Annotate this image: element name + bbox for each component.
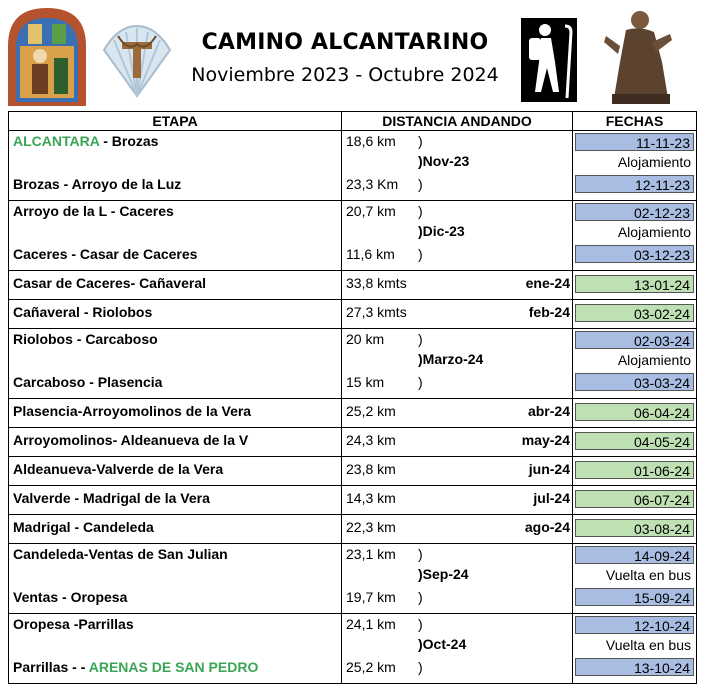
distance-value: 22,3 km — [346, 519, 396, 535]
month-label: ago-24 — [524, 519, 570, 535]
etapa-label: Caceres - Casar de Caceres — [13, 246, 198, 262]
date-cell: 02-03-24 — [575, 331, 694, 349]
statue-image — [596, 6, 682, 106]
date-cell: 13-01-24 — [575, 275, 694, 293]
distance-value: 24,3 km — [346, 432, 396, 448]
table-row — [9, 131, 697, 201]
brace-mark: ) — [418, 133, 423, 149]
table-row — [9, 515, 697, 544]
distance-value: 14,3 km — [346, 490, 396, 506]
distance-value: 11,6 km — [346, 246, 395, 262]
table-row — [9, 544, 697, 614]
etapa-label: Parrillas - - ARENAS DE SAN PEDRO — [13, 659, 259, 675]
table-row — [9, 201, 697, 271]
distance-value: 23,3 Km — [346, 176, 399, 192]
table-row — [9, 486, 697, 515]
etapa-label: Candeleda-Ventas de San Julian — [13, 546, 228, 562]
date-cell: 06-04-24 — [575, 403, 694, 421]
brace-mark: ) — [418, 203, 423, 219]
brace-mark: ) — [418, 659, 423, 675]
date-cell: 03-08-24 — [575, 519, 694, 537]
month-label: feb-24 — [528, 304, 570, 320]
etapa-label: Oropesa -Parrillas — [13, 616, 134, 632]
page-header — [0, 0, 702, 112]
brace-mark: ) — [418, 246, 423, 262]
etapa-label: Arroyo de la L - Caceres — [13, 203, 174, 219]
date-cell: 12-10-24 — [575, 616, 694, 634]
etapa-label: Arroyomolinos- Aldeanueva de la V — [13, 432, 249, 448]
month-label: abr-24 — [527, 403, 570, 419]
table-row — [9, 457, 697, 486]
distance-value: 24,1 km — [346, 616, 396, 632]
table-header-row — [9, 112, 697, 131]
date-cell: 02-12-23 — [575, 203, 694, 221]
date-cell: 12-11-23 — [575, 175, 694, 193]
stages-table — [8, 111, 697, 684]
month-label: may-24 — [521, 432, 570, 448]
distance-value: 20 km — [346, 331, 385, 347]
month-label: )Nov-23 — [418, 153, 470, 169]
note-label: Alojamiento — [617, 154, 691, 170]
distance-value: 20,7 km — [346, 203, 396, 219]
brace-mark: ) — [418, 546, 423, 562]
month-label: )Dic-23 — [418, 223, 465, 239]
month-label: )Sep-24 — [418, 566, 469, 582]
table-row — [9, 614, 697, 684]
header-etapa: ETAPA — [9, 112, 342, 131]
distance-value: 25,2 km — [346, 659, 396, 675]
distance-value: 27,3 kmts — [346, 304, 407, 320]
distance-value: 19,7 km — [346, 589, 396, 605]
etapa-label: Carcaboso - Plasencia — [13, 374, 163, 390]
brace-mark: ) — [418, 331, 423, 347]
hiker-icon — [521, 18, 577, 102]
stained-glass-image — [6, 6, 88, 108]
month-label: jun-24 — [528, 461, 570, 477]
table-row — [9, 300, 697, 329]
etapa-label: Ventas - Oropesa — [13, 589, 128, 605]
brace-mark: ) — [418, 589, 423, 605]
distance-value: 25,2 km — [346, 403, 396, 419]
distance-value: 23,8 km — [346, 461, 396, 477]
note-label: Alojamiento — [617, 224, 691, 240]
date-cell: 15-09-24 — [575, 588, 694, 606]
date-cell: 01-06-24 — [575, 461, 694, 479]
month-label: jul-24 — [533, 490, 570, 506]
etapa-label: Casar de Caceres- Cañaveral — [13, 275, 207, 291]
etapa-label: ALCANTARA - Brozas — [13, 133, 159, 149]
date-cell: 03-02-24 — [575, 304, 694, 322]
table-row — [9, 428, 697, 457]
month-label: )Marzo-24 — [418, 351, 484, 367]
etapa-label: Madrigal - Candeleda — [13, 519, 154, 535]
table-row — [9, 329, 697, 399]
etapa-label: Brozas - Arroyo de la Luz — [13, 176, 182, 192]
note-label: Alojamiento — [617, 352, 691, 368]
month-label: ene-24 — [525, 275, 570, 291]
distance-value: 15 km — [346, 374, 385, 390]
etapa-label: Plasencia-Arroyomolinos de la Vera — [13, 403, 252, 419]
note-label: Vuelta en bus — [605, 637, 691, 653]
header-fechas: FECHAS — [573, 112, 697, 131]
date-cell: 11-11-23 — [575, 133, 694, 151]
date-cell: 03-03-24 — [575, 373, 694, 391]
brace-mark: ) — [418, 374, 423, 390]
etapa-label: Aldeanueva-Valverde de la Vera — [13, 461, 224, 477]
brace-mark: ) — [418, 176, 423, 192]
header-distancia: DISTANCIA ANDANDO — [342, 112, 573, 131]
etapa-label: Riolobos - Carcaboso — [13, 331, 158, 347]
etapa-label: Cañaveral - Riolobos — [13, 304, 153, 320]
date-cell: 06-07-24 — [575, 490, 694, 508]
distance-value: 18,6 km — [346, 133, 396, 149]
distance-value: 23,1 km — [346, 546, 396, 562]
distance-value: 33,8 kmts — [346, 275, 407, 291]
date-cell: 03-12-23 — [575, 245, 694, 263]
page-title: CAMINO ALCANTARINO — [201, 30, 489, 55]
brace-mark: ) — [418, 616, 423, 632]
table-row — [9, 399, 697, 428]
table-row — [9, 271, 697, 300]
date-cell: 13-10-24 — [575, 658, 694, 676]
date-cell: 14-09-24 — [575, 546, 694, 564]
etapa-label: Valverde - Madrigal de la Vera — [13, 490, 210, 506]
page-subtitle: Noviembre 2023 - Octubre 2024 — [191, 64, 499, 86]
date-cell: 04-05-24 — [575, 432, 694, 450]
month-label: )Oct-24 — [418, 636, 467, 652]
note-label: Vuelta en bus — [605, 567, 691, 583]
